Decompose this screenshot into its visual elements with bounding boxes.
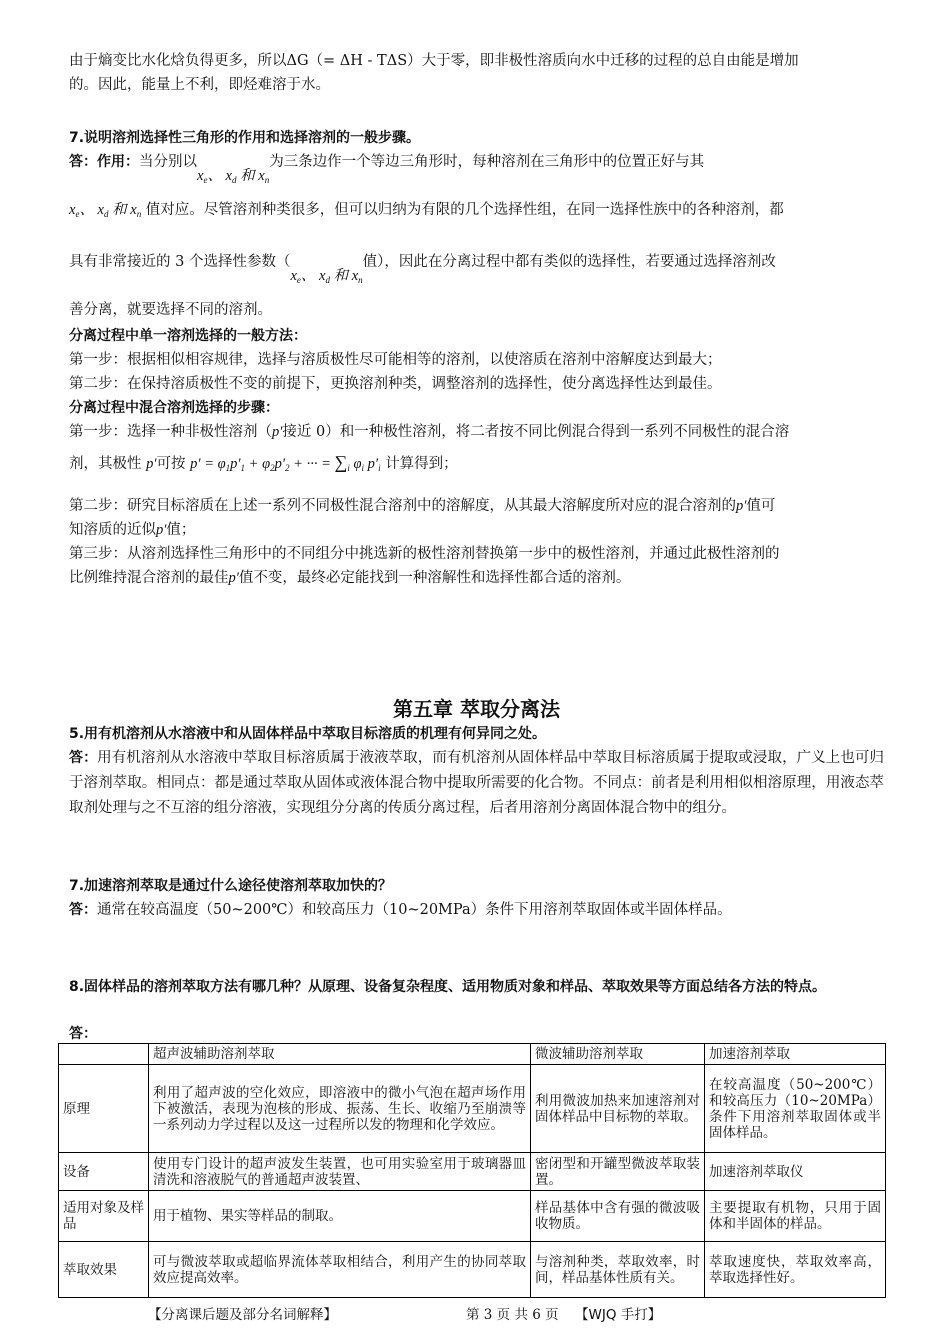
answer-8-label: 答： <box>69 1026 97 1042</box>
table-row: 原理 利用了超声波的空化效应，即溶液中的微小气泡在超声场作用下被激活，表现为泡核的形成、振荡、生长、收缩乃至崩溃等一系列动力学过程以及这一过程所以发的物理和化学效应。 利用微波加热来加速溶剂对固体样品中目标物的萃取。 在较高温度（50~200℃）和较高压力（10~20MPa）条件下用溶剂萃取固体或半固体样品。 <box>59 1065 886 1153</box>
formula-p-prime: p′ <box>228 570 239 586</box>
formula-xe-xd-xn: $x_e$、 $x_d$ 和 $x_n$ <box>69 202 142 219</box>
table-row: 萃取效果 可与微波萃取或超临界流体萃取相结合，利用产生的协同萃取效应提高效率。 与溶剂种类，萃取效率，时间，样品基体性质有关。 萃取速度快，萃取效率高，萃取选择性好。 <box>59 1242 886 1298</box>
question-5-title: 5.用有机溶剂从水溶液中和从固体样品中萃取目标溶质的机理有何异同之处。 <box>69 726 547 742</box>
answer-5-paragraph: 答：用有机溶剂从水溶液中萃取目标溶质属于液液萃取，而有机溶剂从固体样品中萃取目标溶质属于提取或浸取，广义上也可归于溶剂萃取。相同点：都是通过萃取从固体或液体混合物中提取所需要的化合物。不同点：前者是利用相似相溶原理，用液态萃取剂处理与之不互溶的组分溶液，实现组分分离的传质分离过程，后者用溶剂分离固体混合物中的组分。 <box>69 750 885 816</box>
formula-xe-xd-xn: $x_e$、 $x_d$ 和 $x_n$ <box>290 268 363 285</box>
answer-7b-paragraph: 答：通常在较高温度（50~200℃）和较高压力（10~20MPa）条件下用溶剂萃取固体或半固体样品。 <box>69 902 732 918</box>
intro-paragraph: 由于熵变比水化焓负得更多，所以ΔG（= ΔH - TΔS）大于零，即非极性溶质向水中迁移的过程的总自由能是增加 的。因此，能量上不利，即烃难溶于水。 <box>69 53 799 93</box>
footer-right: 【WJQ 手打】 <box>575 1307 662 1323</box>
answer-7-paragraph: 答：作用：当分别以$x_e$、 $x_d$ 和 $x_n$为三条边作一个等边三角形时，每种溶剂在三角形中的位置正好与其 $x_e$、 $x_d$ 和 $x_n$ 值对应。尽管溶剂种类很多，但可以归纳为有限的几个选择性组，在同一选择性族中的各种溶剂，都 具有非常接近的 3 个选择性参数（$x_e$、 $x_d$ 和 $x_n$值），因此在分离过程中都有类似的选择性，若要通过选择溶剂改 善分离，就要选择不同的溶剂。 <box>69 154 784 318</box>
formula-p-prime: p′ <box>156 522 167 538</box>
table-row: 适用对象及样品 用于植物、果实等样品的制取。 样品基体中含有强的微波吸收物质。 主要提取有机物，只用于固体和半固体的样品。 <box>59 1191 886 1242</box>
extraction-methods-table <box>58 1043 886 1298</box>
table-row: 设备 使用专门设计的超声波发生装置，也可用实验室用于玻璃器皿清洗和溶液脱气的普通超声波装置、 密闭型和开罐型微波萃取装置。 加速溶剂萃取仪 <box>59 1153 886 1191</box>
footer-page-number: 第 3 页 共 6 页 <box>466 1307 559 1323</box>
single-solvent-section: 分离过程中单一溶剂选择的一般方法： 第一步：根据相似相容规律，选择与溶质极性尽可能相等的溶剂，以使溶质在溶剂中溶解度达到最大； 第二步：在保持溶质极性不变的前提下，更换溶剂种类，调整溶剂的选择性，使分离选择性达到最佳。 分离过程中混合溶剂选择的步骤： 第一步：选择一种非极性溶剂（p′接近 0）和一种极性溶剂，将二者按不同比例混合得到一系列不同极性的混合溶 剂，其极性 p′可按 $p' = \varphi_1p'_1 + \varphi_2p'_2$ + ··· = $\sum_i$ $\varphi_i$ $p'_i$ 计算得到； 第二步：研究目标溶质在上述一系列不同极性混合溶剂中的溶解度，从其最大溶解度所对应的混合溶剂的p′值可 知溶质的近似p′值； 第三步：从溶剂选择性三角形中的不同组分中挑选新的极性溶剂替换第一步中的极性溶剂，并通过此极性溶剂的 比例维持混合溶剂的最佳p′值不变，最终必定能找到一种溶解性和选择性都合适的溶剂。 <box>69 328 790 586</box>
formula-mixed-polarity: $p' = \varphi_1p'_1 + \varphi_2p'_2$ + ··· = $\sum_i$ $\varphi_i$ $p'_i$ <box>190 452 381 473</box>
chapter-title: 第五章 萃取分离法 <box>393 697 560 721</box>
question-8-title: 8.固体样品的溶剂萃取方法有哪几种？从原理、设备复杂程度、适用物质对象和样品、萃取效果等方面总结各方法的特点。 <box>69 979 827 995</box>
formula-p-prime: p′ <box>272 424 283 440</box>
formula-p-prime: p′ <box>736 498 747 514</box>
question-7b-title: 7.加速溶剂萃取是通过什么途径使溶剂萃取加快的？ <box>69 878 393 894</box>
formula-p-prime: p′ <box>146 456 157 472</box>
question-7-title: 7.说明溶剂选择性三角形的作用和选择溶剂的一般步骤。 <box>69 130 421 146</box>
formula-xe-xd-xn: $x_e$、 $x_d$ 和 $x_n$ <box>197 168 270 185</box>
table-header-row: 超声波辅助溶剂萃取 微波辅助溶剂萃取 加速溶剂萃取 <box>59 1044 886 1065</box>
footer-left: 【分离课后题及部分名词解释】 <box>148 1307 337 1323</box>
